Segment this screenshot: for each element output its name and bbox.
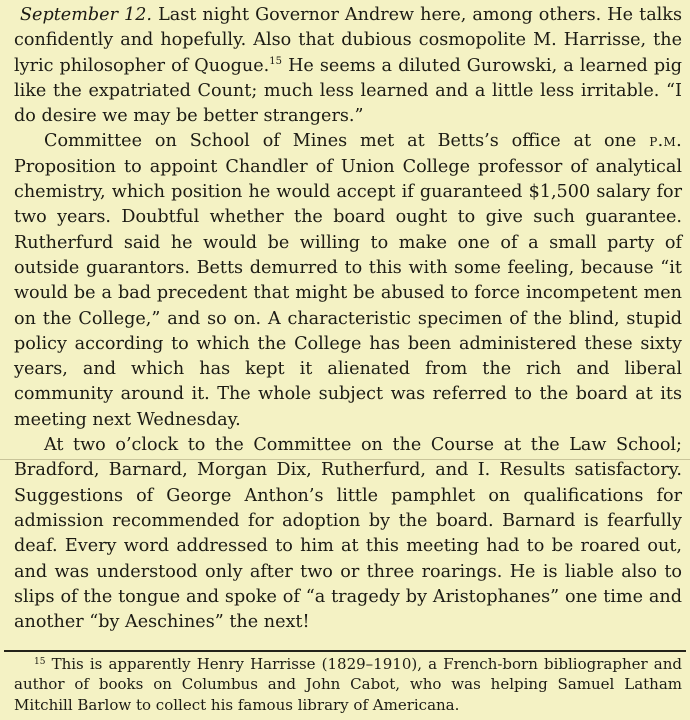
entry-paragraph-1 [14,3,682,129]
paragraph-1-text-a: Last night Governor Andrew here, among others. He talks confidently and hopefully. Also that dubious cosmopolite M. Harrisse, the lyric philosopher of Quogue. [14,5,682,76]
scan-seam-line [0,459,690,460]
footnote-number: 15 [34,657,46,667]
time-marker: p.m. [649,131,682,152]
entry-paragraph-2 [14,129,682,433]
entry-paragraph-3 [14,433,682,635]
paragraph-2-text-a: Committee on School of Mines met at Betts’s office at one [44,131,650,152]
entry-date: September 12. [20,5,153,25]
footnote-reference[interactable]: 15 [269,55,282,67]
paragraph-3-text: At two o’clock to the Committee on the Course at the Law School; Bradford, Barnard, Morgan Dix, Rutherfurd, and I. Results satisfactory. Suggestions of George Anthon’s little pamphlet on qualifications for admission recommended for adoption by the board. Barnard is fearfully deaf. Every word addressed to him at this meeting had to be roared out, and was understood only after two or three roarings. He is liable also to slips of the tongue and spoke of “a tragedy by Aristophanes” one time and another “by Aeschines” the next! [14,435,682,633]
footnote [14,654,682,715]
paragraph-1-text-b: He seems a diluted Gurowski, a learned pig like the expatriated Count; much less learned and a little less irritable. “I do desire we may be better strangers.” [14,55,682,127]
diary-body [14,3,682,635]
footnote-text: This is apparently Henry Harrisse (1829–1910), a French-born bibliographer and author of books on Columbus and John Cabot, who was helping Samuel Latham Mitchill Barlow to collect his famous library of Americana. [14,655,682,714]
footnote-divider [4,650,686,652]
footnote-paragraph [14,654,682,715]
paragraph-2-text-b: Proposition to appoint Chandler of Union College professor of analytical chemistry, which position he would accept if guaranteed $1,500 salary for two years. Doubtful whether the board ought to give such guarantee. Rutherfurd said he would be willing to make one of a small party of outside guarantors. Betts demurred to this with some feeling, because “it would be a bad precedent that might be abused to force incompetent men on the College,” and so on. A characteristic specimen of the blind, stupid policy according to which the College has been administered these sixty years, and which has kept it alienated from the rich and liberal community around it. The whole subject was referred to the board at its meeting next Wednesday. [14,156,682,430]
